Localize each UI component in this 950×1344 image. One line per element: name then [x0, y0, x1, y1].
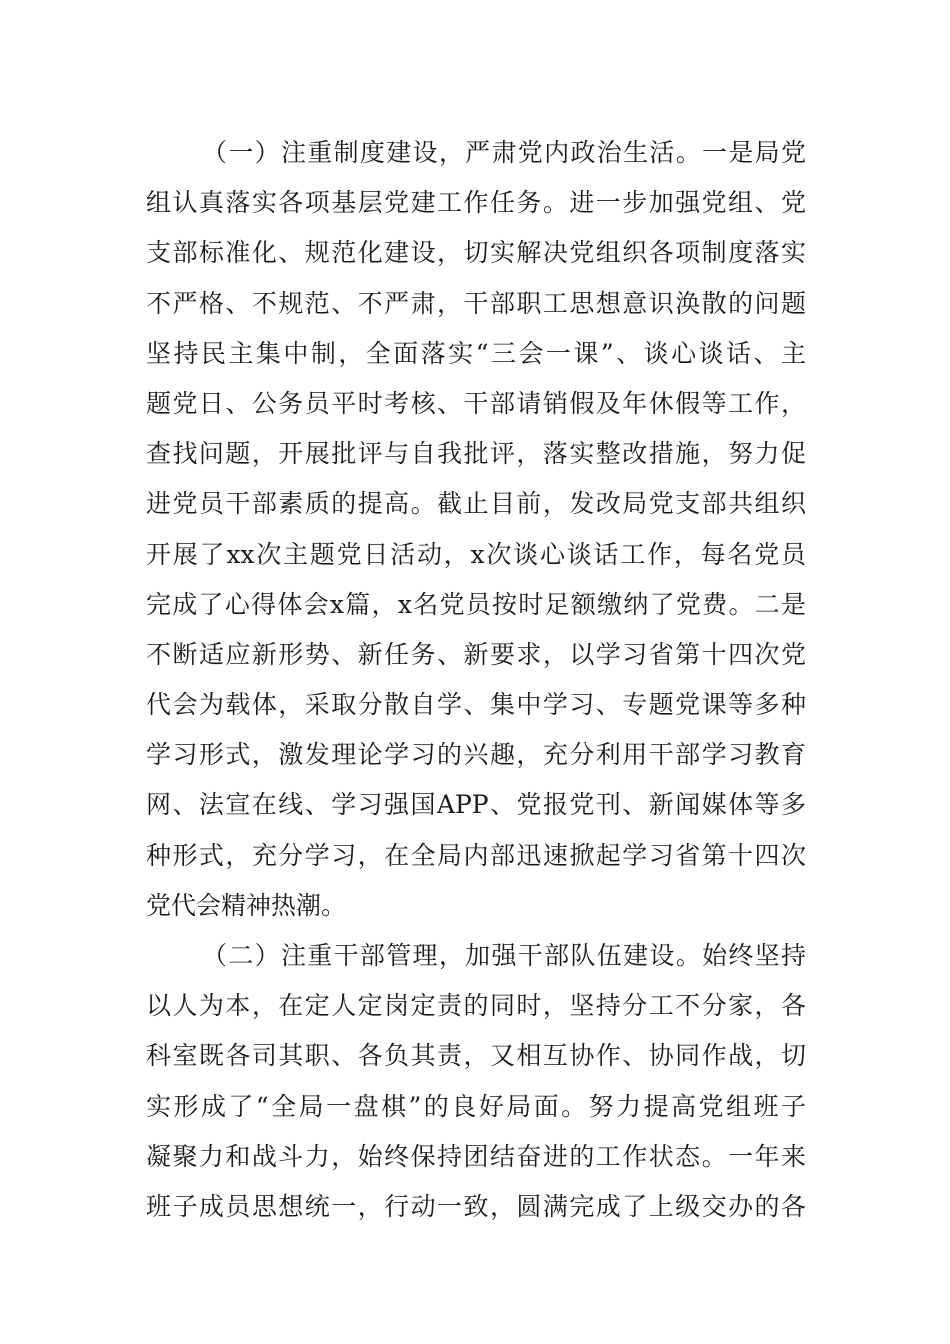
- text-line: 不严格、不规范、不严肃，干部职工思想意识涣散的问题: [146, 288, 806, 318]
- text-line: （一）注重制度建设，严肃党内政治生活。一是局党: [202, 138, 806, 167]
- text-line: 完成了心得体会x篇，x名党员按时足额缴纳了党费。二是: [146, 589, 806, 619]
- text-line: 班子成员思想统一，行动一致，圆满完成了上级交办的各: [146, 1191, 806, 1221]
- text-line: 查找问题，开展批评与自我批评，落实整改措施，努力促: [146, 439, 806, 469]
- text-line: 实形成了“全局一盘棋”的良好局面。努力提高党组班子: [146, 1091, 806, 1121]
- document-body: [146, 128, 806, 1232]
- text-line: 学习形式，激发理论学习的兴趣，充分利用干部学习教育: [146, 740, 806, 770]
- text-line: 凝聚力和战斗力，始终保持团结奋进的工作状态。一年来: [146, 1141, 806, 1171]
- text-line: 支部标准化、规范化建设，切实解决党组织各项制度落实: [146, 238, 806, 268]
- text-line: 不断适应新形势、新任务、新要求，以学习省第十四次党: [146, 639, 806, 669]
- paragraph-2: [146, 931, 806, 1232]
- text-line: 坚持民主集中制，全面落实“三会一课”、谈心谈话、主: [146, 338, 806, 368]
- text-line: 科室既各司其职、各负其责，又相互协作、协同作战，切: [146, 1041, 806, 1071]
- text-line: 种形式，充分学习，在全局内部迅速掀起学习省第十四次: [146, 840, 806, 870]
- paragraph-1: [146, 128, 806, 931]
- text-line: 题党日、公务员平时考核、干部请销假及年休假等工作，: [146, 388, 806, 418]
- text-line: 进党员干部素质的提高。截止目前，发改局党支部共组织: [146, 489, 806, 519]
- text-line: 代会为载体，采取分散自学、集中学习、专题党课等多种: [146, 690, 806, 720]
- text-line: 网、法宣在线、学习强国APP、党报党刊、新闻媒体等多: [146, 790, 806, 820]
- text-line: 组认真落实各项基层党建工作任务。进一步加强党组、党: [146, 188, 806, 218]
- text-line: 开展了xx次主题党日活动，x次谈心谈话工作，每名党员: [146, 539, 806, 569]
- text-line: 党代会精神热潮。: [146, 890, 347, 920]
- text-line: 以人为本，在定人定岗定责的同时，坚持分工不分家，各: [146, 991, 806, 1021]
- text-line: （二）注重干部管理，加强干部队伍建设。始终坚持: [202, 941, 806, 970]
